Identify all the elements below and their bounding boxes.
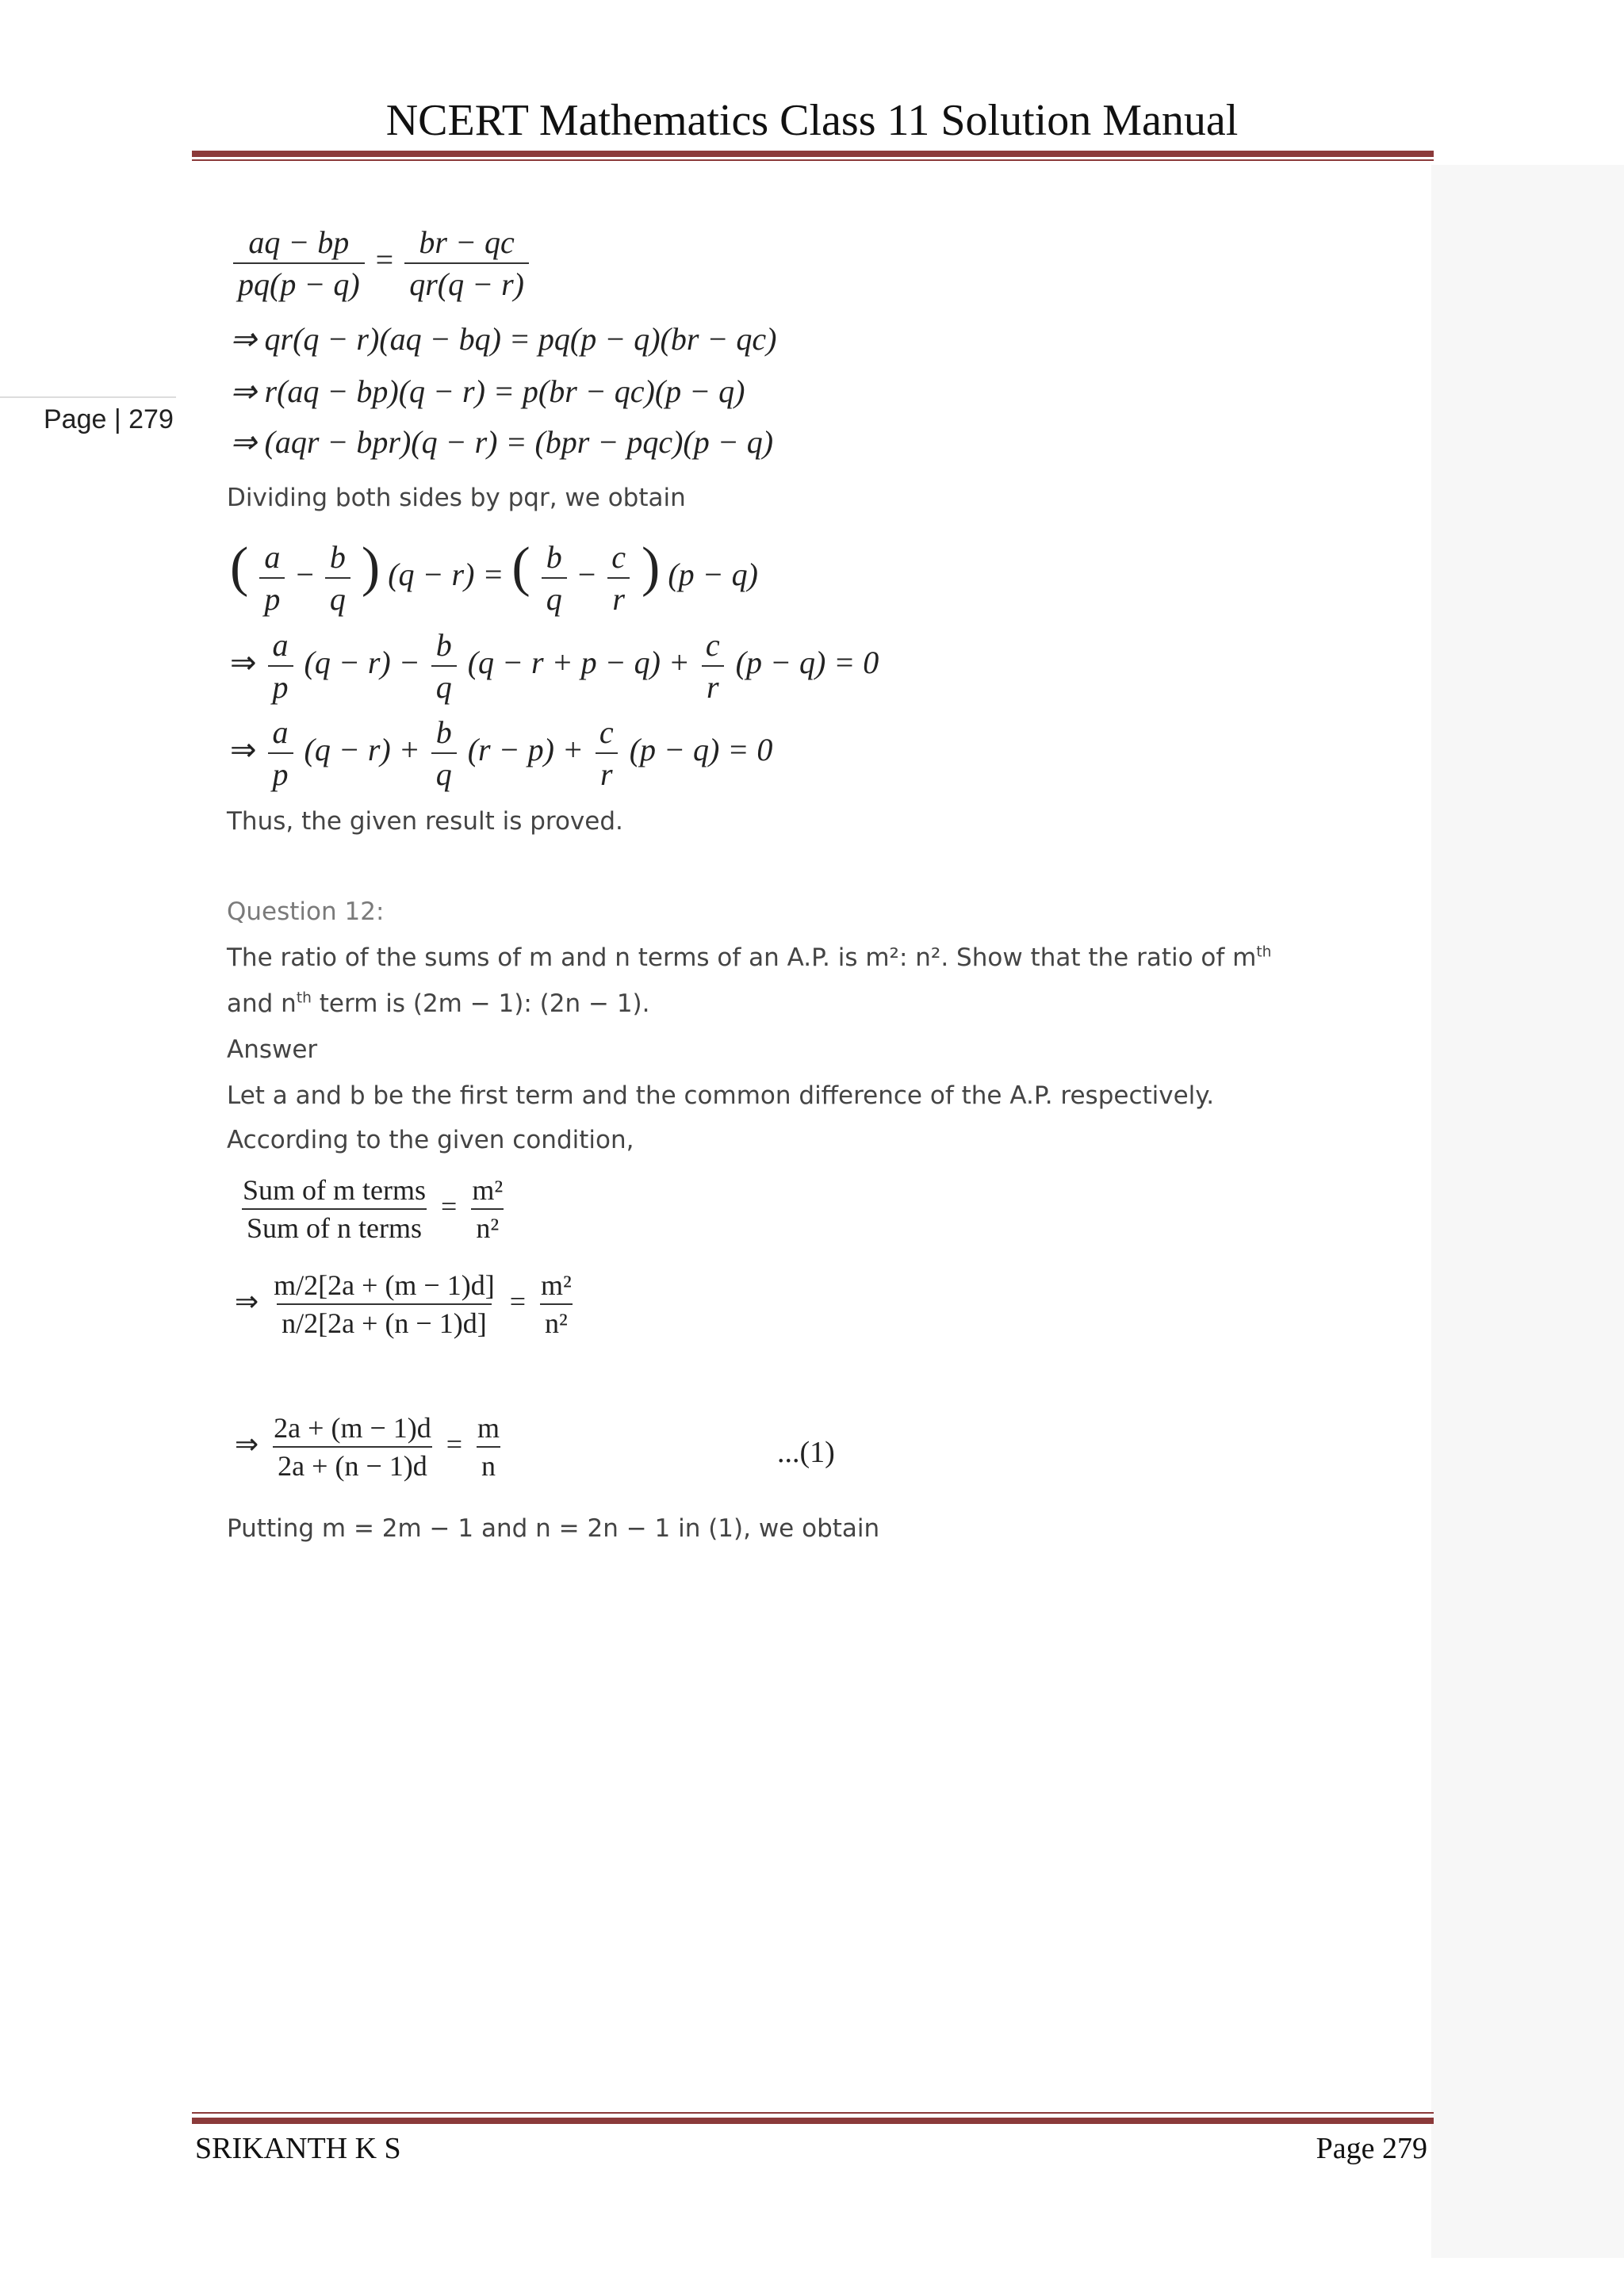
- text-putting: Putting m = 2m − 1 and n = 2n − 1 in (1), we obtain: [227, 1514, 880, 1543]
- question-line-2: and $n^{th}$ term is (2m − 1): (2n − 1).: [227, 989, 650, 1018]
- equation-tag: ...(1): [777, 1436, 835, 1469]
- answer-line-1: Let a and b be the first term and the common difference of the A.P. respectively.: [227, 1081, 1215, 1110]
- equation-fraction-line-3: ⇒ $\frac{a}{p}$ (q − r) + $\frac{b}{q}$ (r − p) + $\frac{c}{r}$ (p − q) = 0: [230, 714, 773, 792]
- equation-sum-formula: ⇒ $\frac{m/2[2a + (m - 1)d]}{n/2[2a + (n - 1)d]}$ = $\frac{\text{m²}}{\text{n²}}$: [235, 1269, 572, 1339]
- question-heading: Question 12:: [227, 897, 385, 926]
- page-header-title: NCERT Mathematics Class 11 Solution Manual: [385, 96, 1239, 145]
- answer-label: Answer: [227, 1035, 318, 1064]
- side-divider: [0, 396, 176, 398]
- page-margin-band: [1431, 165, 1624, 2258]
- question-line-1: The ratio of the sums of m and n terms of an A.P. is m²: n². Show that the ratio of $m^{th}$: [227, 943, 1272, 972]
- footer-rule-thin: [192, 2112, 1434, 2114]
- equation-fraction-line-2: ⇒ $\frac{a}{p}$ (q − r) − $\frac{b}{q}$ (q − r + p − q) + $\frac{c}{r}$ (p − q) = 0: [230, 627, 879, 705]
- answer-line-2: According to the given condition,: [227, 1126, 634, 1154]
- side-page-number: Page | 279: [44, 404, 174, 434]
- footer-rule-thick: [192, 2118, 1434, 2124]
- equation-fraction-line-1: ( $\frac{a}{p}$ − $\frac{b}{q}$ ) (q − r) = ( $\frac{b}{q}$ − $\frac{c}{r}$ ) (p − q): [230, 537, 758, 617]
- equation-line-3: ⇒ r(aq − bp)(q − r) = p(br − qc)(p − q): [230, 373, 745, 409]
- header-rule-thin: [192, 159, 1434, 161]
- equation-sum-ratio: $\frac{\text{Sum of m terms}}{\text{Sum of n terms}}$ = $\frac{\text{m²}}{\text{n²}}$: [243, 1174, 504, 1244]
- header-rule-thick: [192, 151, 1434, 157]
- footer-author: SRIKANTH K S: [195, 2132, 401, 2165]
- text-thus-proved: Thus, the given result is proved.: [227, 807, 623, 836]
- equation-simplified: ⇒ $\frac{2a + (m - 1)d}{2a + (n - 1)d}$ = $\frac{m}{n}$: [235, 1412, 500, 1482]
- equation-ratio: $\frac{aq - bp}{pq(p - q)}$ = $\frac{br - qc}{qr(q - r)}$: [230, 224, 532, 303]
- equation-line-2: ⇒ qr(q − r)(aq − bq) = pq(p − q)(br − qc): [230, 321, 777, 357]
- text-dividing: Dividing both sides by pqr, we obtain: [227, 484, 686, 512]
- equation-line-4: ⇒ (aqr − bpr)(q − r) = (bpr − pqc)(p − q): [230, 424, 774, 460]
- footer-page-number: Page 279: [1316, 2132, 1427, 2165]
